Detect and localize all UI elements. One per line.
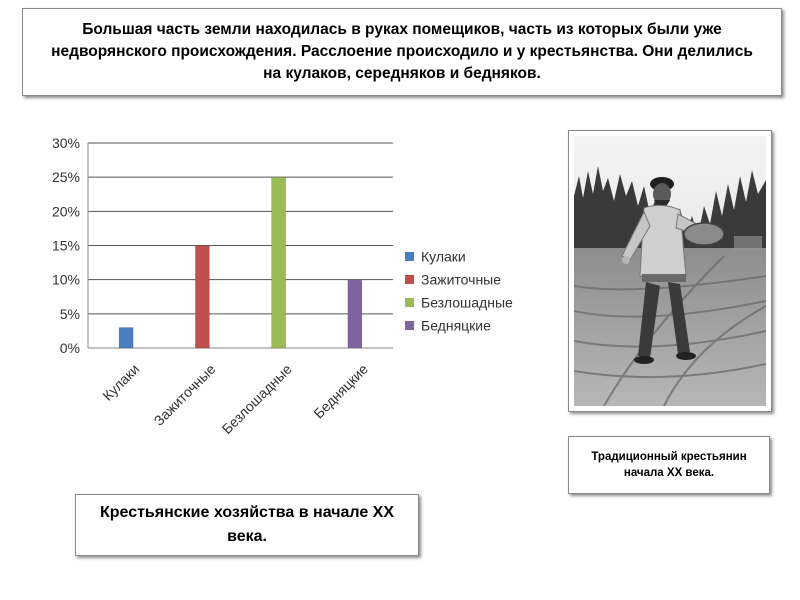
legend-label: Бедняцкие xyxy=(421,317,491,334)
x-tick-label: Зажиточные xyxy=(150,360,219,429)
bar-3 xyxy=(272,177,286,348)
y-tick-label: 20% xyxy=(51,203,80,220)
bar-chart xyxy=(30,128,560,468)
x-tick-label: Безлошадные xyxy=(218,360,295,438)
y-tick-label: 30% xyxy=(51,135,80,151)
legend-swatch xyxy=(405,321,414,330)
y-tick-label: 25% xyxy=(51,169,80,186)
chart-grid xyxy=(88,143,393,348)
y-tick-label: 5% xyxy=(59,305,80,322)
y-tick-label: 0% xyxy=(59,340,80,356)
bar-1 xyxy=(119,328,133,349)
header-text-box xyxy=(22,8,782,96)
x-axis-ticks xyxy=(99,361,371,437)
legend-swatch xyxy=(405,298,414,307)
x-tick-label: Кулаки xyxy=(99,360,143,404)
legend-swatch xyxy=(405,252,414,261)
x-tick-label: Бедняцкие xyxy=(310,360,371,422)
y-axis-ticks xyxy=(52,135,80,356)
bar-4 xyxy=(348,280,362,348)
peasant-photo-frame xyxy=(568,130,772,412)
legend-label: Зажиточные xyxy=(421,271,502,288)
chart-subtitle-box xyxy=(75,494,419,556)
photo-caption: Традиционный крестьянин начала XX века. xyxy=(591,451,747,479)
bar-2 xyxy=(195,246,209,349)
chart-bars xyxy=(119,177,362,348)
chart-subtitle: Крестьянские хозяйства в начале XX века. xyxy=(99,504,395,545)
peasant-sowing-photo xyxy=(574,136,766,406)
legend-swatch xyxy=(405,275,414,284)
photo-caption-box xyxy=(568,436,770,494)
chart-legend xyxy=(405,249,513,334)
legend-label: Безлошадные xyxy=(421,294,513,311)
legend-label: Кулаки xyxy=(421,248,466,265)
header-text: Большая часть земли находилась в руках помещиков, часть из которых были уже недворянского происхождения. Расслоение происходило и у крестьянства. Они делились на кулаков, середняков и бедняков. xyxy=(51,21,753,82)
y-tick-label: 10% xyxy=(51,271,80,288)
y-tick-label: 15% xyxy=(51,237,80,254)
